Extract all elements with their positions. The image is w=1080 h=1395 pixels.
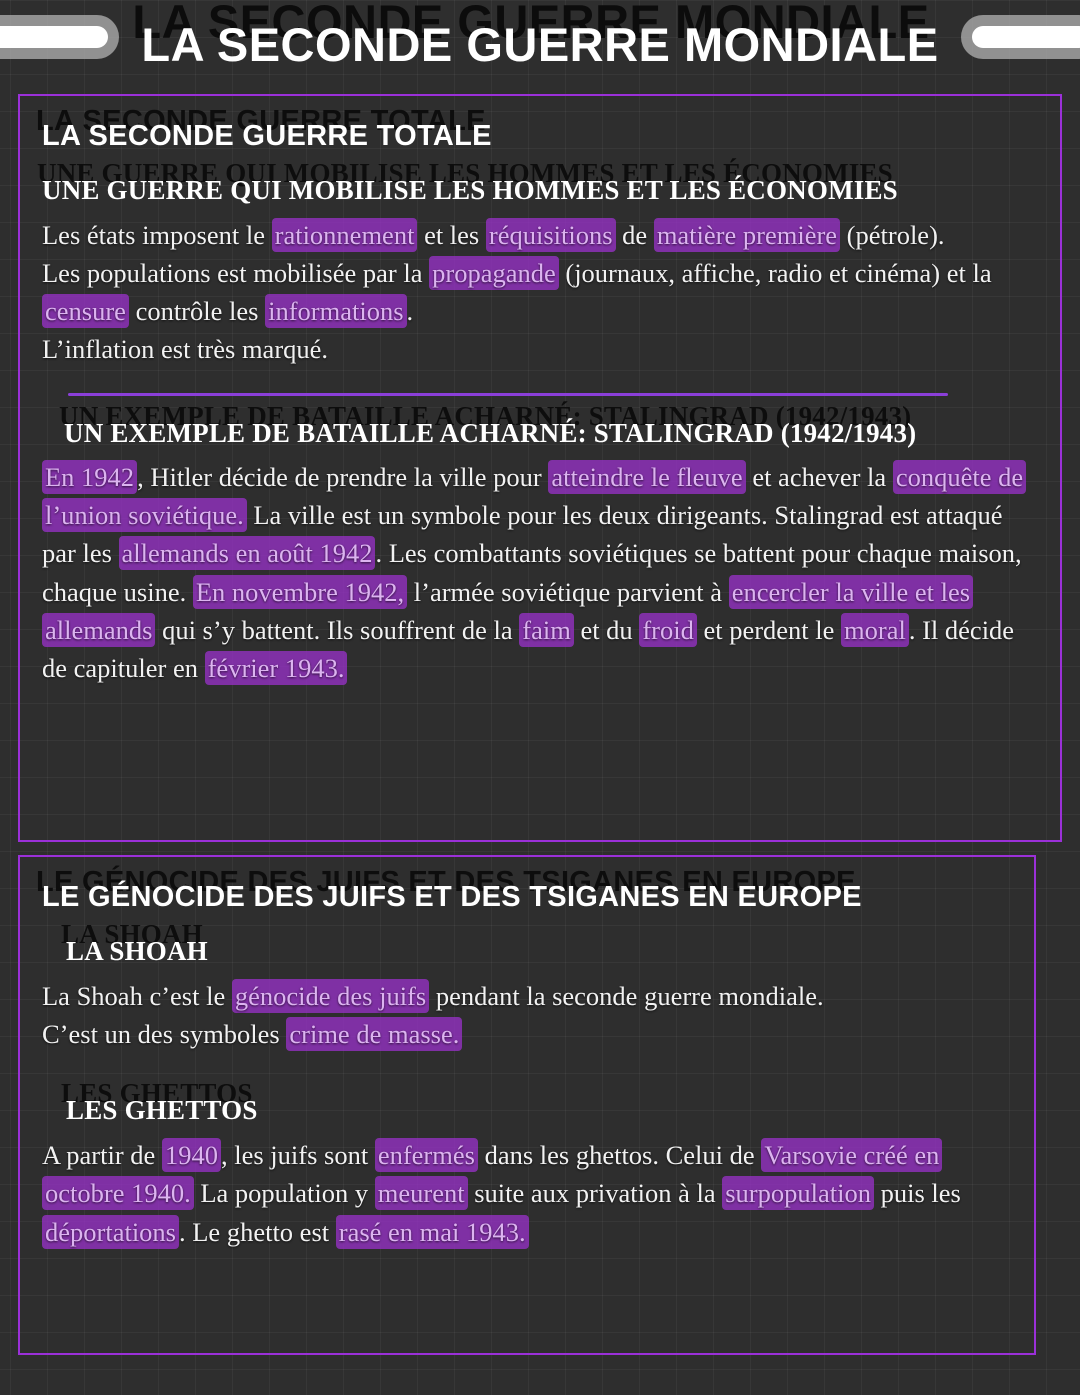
decorative-bar-left (0, 26, 108, 48)
text-run: de (615, 220, 654, 250)
highlighted-term: matière première (654, 218, 840, 252)
highlighted-term: propagande (429, 256, 559, 290)
decorative-bar-right (972, 26, 1080, 48)
text-run: . (406, 296, 414, 327)
text-run: L’inflation est très marqué. (42, 334, 329, 365)
subsection-heading-ghettos: LES GHETTOS (66, 1095, 258, 1126)
subsection-heading-mobilisation: UNE GUERRE QUI MOBILISE LES HOMMES ET LES ÉCONOMIES (42, 175, 898, 205)
text-run: (journaux, affiche, radio et cinéma) et la (558, 258, 992, 289)
section-card-genocide (18, 855, 1036, 1355)
text-run: et du (573, 614, 640, 645)
subsection-heading-stalingrad: UN EXEMPLE DE BATAILLE ACHARNÉ: STALINGRAD (1942/1943) (64, 417, 917, 448)
highlighted-term: allemands en août 1942 (119, 536, 376, 570)
text-run: dans les ghettos. Celui de (477, 1140, 762, 1171)
text-run: Les populations est mobilisée par la (42, 258, 430, 289)
highlighted-term: déportations (42, 1215, 179, 1249)
paragraph-shoah (42, 977, 1010, 1053)
section-heading-genocide: LE GÉNOCIDE DES JUIFS ET DES TSIGANES EN EUROPE (42, 881, 862, 913)
highlighted-term: réquisitions (486, 218, 616, 252)
text-run: suite aux privation à la (467, 1178, 723, 1209)
text-run: et achever la (745, 462, 893, 493)
highlighted-term: février 1943. (205, 651, 348, 685)
text-run: qui s’y battent. Ils souffrent de la (155, 614, 520, 645)
text-run: pendant la seconde guerre mondiale. (429, 981, 824, 1011)
text-run: contrôle les (128, 296, 266, 327)
section-heading-guerre-totale: LA SECONDE GUERRE TOTALE (42, 120, 492, 152)
highlighted-term: surpopulation (722, 1176, 874, 1210)
text-run: et perdent le (696, 614, 842, 645)
text-run: et les (417, 220, 486, 250)
text-run: . Le ghetto est (179, 1216, 336, 1247)
highlighted-term: encercler la ville et les allemands (42, 575, 973, 647)
text-run: . Les combattants soviétiques se battent pour chaque maison, chaque usine. (42, 538, 1022, 607)
highlighted-term: atteindre le fleuve (548, 460, 745, 494)
subsection-heading-shoah: LA SHOAH (66, 936, 208, 966)
paragraph-mobilisation (42, 216, 1036, 369)
highlighted-term: informations (265, 294, 406, 328)
page-title: LA SECONDE GUERRE MONDIALE (141, 17, 939, 71)
highlighted-term: rasé en mai 1943. (336, 1215, 529, 1249)
highlighted-term: En 1942 (42, 460, 137, 494)
section-card-guerre-totale (18, 94, 1062, 842)
highlighted-term: conquête de l’union soviétique. (42, 460, 1026, 532)
text-run: C’est un des symboles (42, 1019, 287, 1050)
text-run: puis les (873, 1178, 961, 1209)
highlighted-term: 1940 (162, 1138, 221, 1172)
text-run: l’armée soviétique parvient à (407, 576, 729, 607)
page-header (0, 0, 1080, 88)
highlighted-term: faim (519, 613, 574, 647)
highlighted-term: rationnement (272, 218, 418, 252)
spacer (42, 1053, 1010, 1073)
text-run: La population y (193, 1178, 375, 1209)
highlighted-term: enfermés (375, 1138, 478, 1172)
text-run: A partir de (42, 1140, 162, 1171)
section-divider (68, 393, 948, 396)
text-run: La Shoah c’est le (42, 981, 232, 1011)
highlighted-term: Varsovie créé en octobre 1940. (42, 1138, 942, 1210)
text-run: (pétrole). (840, 220, 945, 250)
highlighted-term: froid (639, 613, 697, 647)
text-run: , Hitler décide de prendre la ville pour (137, 462, 549, 493)
highlighted-term: crime de masse. (286, 1017, 462, 1051)
highlighted-term: génocide des juifs (232, 979, 429, 1013)
highlighted-term: meurent (375, 1176, 468, 1210)
paragraph-ghettos (42, 1136, 1010, 1250)
highlighted-term: moral (841, 613, 909, 647)
text-run: La ville est un symbole pour les deux dirigeants. Stalingrad est attaqué par les (42, 500, 1003, 569)
text-run: , les juifs sont (220, 1140, 375, 1171)
text-run: . Il décide de capituler en (42, 614, 1015, 683)
text-run: Les états imposent le (42, 220, 272, 250)
highlighted-term: En novembre 1942, (193, 575, 407, 609)
highlighted-term: censure (42, 294, 129, 328)
paragraph-stalingrad (42, 458, 1036, 687)
